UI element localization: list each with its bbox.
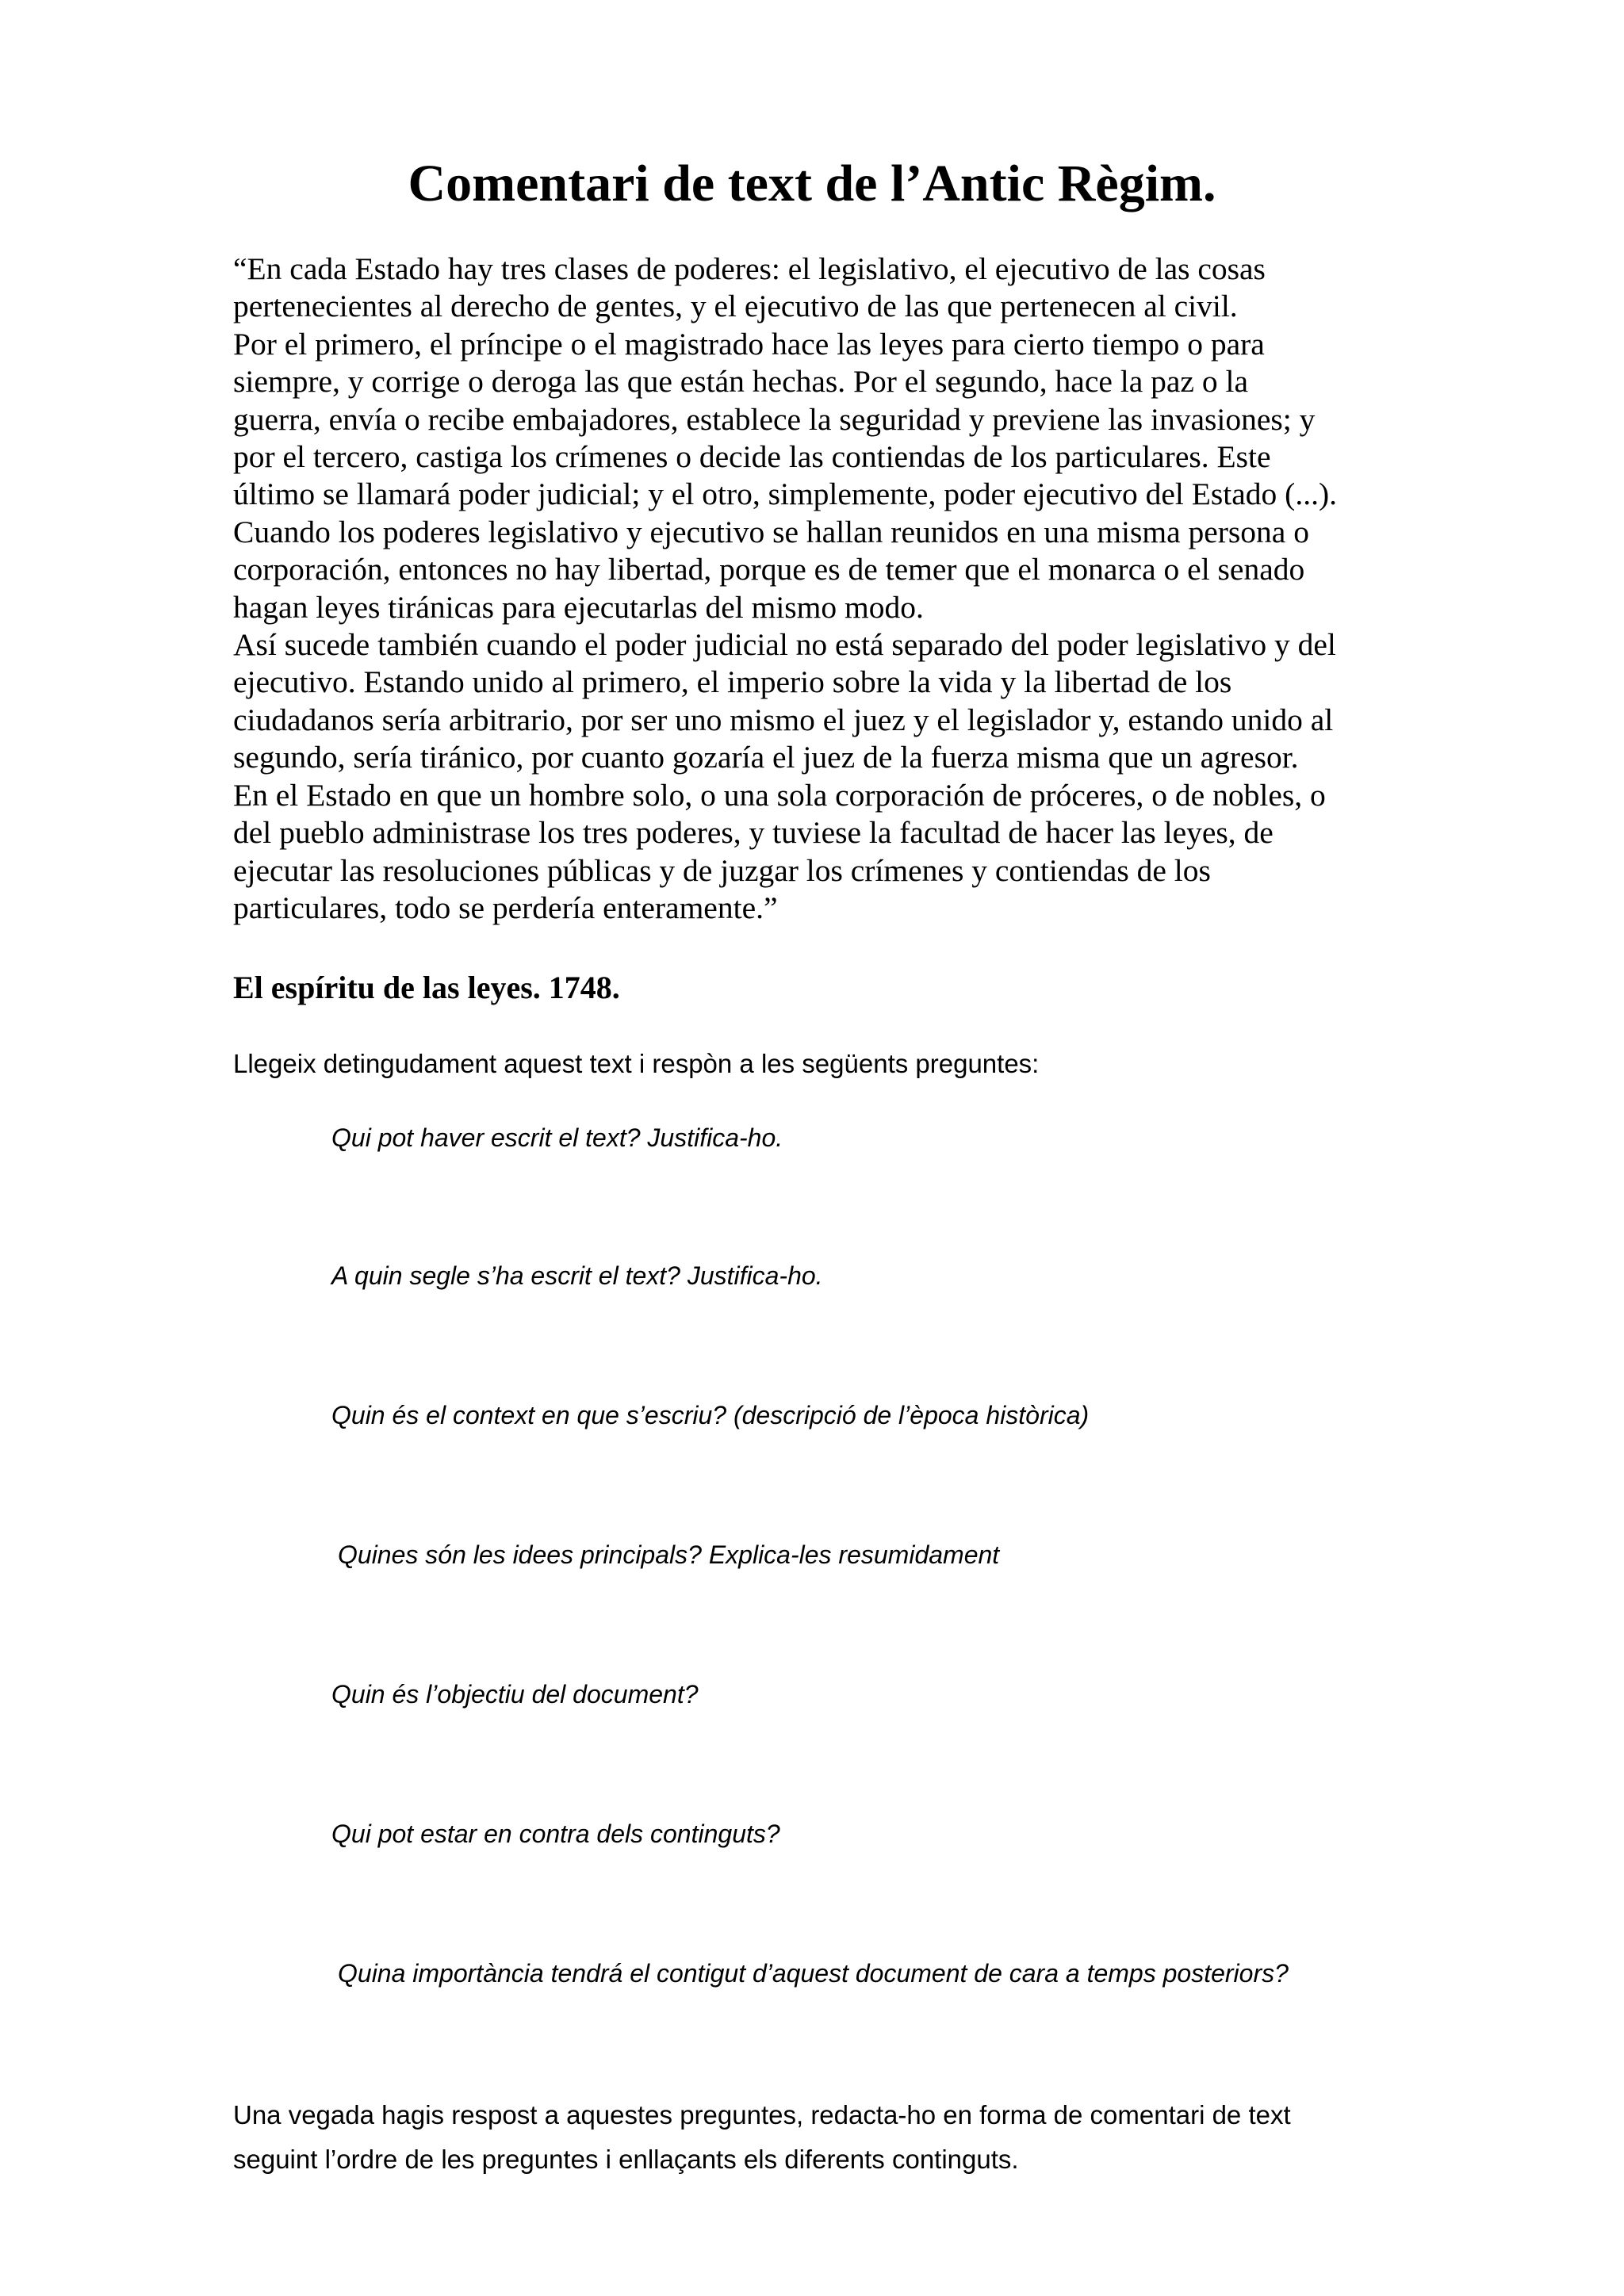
document-title: Comentari de text de l’Antic Règim. <box>408 155 1216 212</box>
quoted-text <box>233 251 1624 927</box>
quote-line: Así sucede también cuando el poder judicial no está separado del poder legislativo y del <box>233 627 1336 663</box>
quote-line: segundo, sería tiránico, por cuanto gozaría el juez de la fuerza misma que un agresor. <box>233 740 1299 775</box>
quote-line: pertenecientes al derecho de gentes, y el ejecutivo de las que pertenecen al civil. <box>233 289 1238 324</box>
question-item: Quin és el context en que s’escriu? (descripció de l’època històrica) <box>331 1401 1090 1429</box>
quote-line: corporación, entonces no hay libertad, porque es de temer que el monarca o el senado <box>233 552 1305 587</box>
quote-line: del pueblo administrase los tres poderes, y tuviese la facultad de hacer las leyes, de <box>233 815 1274 851</box>
closing-line: Una vegada hagis respost a aquestes preguntes, redacta-ho en forma de comentari de text <box>233 2100 1291 2130</box>
quote-line: “En cada Estado hay tres clases de poderes: el legislativo, el ejecutivo de las cosas <box>233 251 1266 286</box>
instructions-text: Llegeix detingudament aquest text i respòn a les següents preguntes: <box>233 1049 1040 1078</box>
quote-line: siempre, y corrige o deroga las que están hechas. Por el segundo, hace la paz o la <box>233 364 1248 400</box>
question-item: Qui pot estar en contra dels continguts? <box>331 1820 780 1848</box>
question-item: Quina importància tendrá el contigut d’aquest document de cara a temps posteriors? <box>338 1959 1289 1988</box>
quote-line: hagan leyes tiránicas para ejecutarlas del mismo modo. <box>233 589 924 625</box>
quote-line: por el tercero, castiga los crímenes o decide las contiendas de los particulares. Este <box>233 439 1271 475</box>
source-citation: El espíritu de las leyes. 1748. <box>233 970 620 1005</box>
quote-line: En el Estado en que un hombre solo, o una sola corporación de próceres, o de nobles, o <box>233 777 1326 813</box>
quote-line: guerra, envía o recibe embajadores, establece la seguridad y previene las invasiones; y <box>233 401 1316 437</box>
quote-line: particulares, todo se perdería enteramente.” <box>233 890 778 925</box>
quote-line: ejecutivo. Estando unido al primero, el imperio sobre la vida y la libertad de los <box>233 664 1232 700</box>
question-item: Quines són les idees principals? Explica-les resumidament <box>338 1540 1000 1569</box>
question-item: Quin és l’objectiu del document? <box>331 1680 699 1709</box>
quote-line: último se llamará poder judicial; y el otro, simplemente, poder ejecutivo del Estado (...). <box>233 476 1337 512</box>
question-item: Qui pot haver escrit el text? Justifica-ho. <box>331 1123 783 1152</box>
question-item: A quin segle s’ha escrit el text? Justifica-ho. <box>331 1261 823 1290</box>
quote-line: Por el primero, el príncipe o el magistrado hace las leyes para cierto tiempo o para <box>233 326 1265 362</box>
closing-line: seguint l’ordre de les preguntes i enllaçants els diferents continguts. <box>233 2145 1019 2174</box>
quote-line: ejecutar las resoluciones públicas y de juzgar los crímenes y contiendas de los <box>233 852 1211 888</box>
quote-line: Cuando los poderes legislativo y ejecutivo se hallan reunidos en una misma persona o <box>233 514 1309 549</box>
quote-line: ciudadanos sería arbitrario, por ser uno mismo el juez y el legislador y, estando unido al <box>233 702 1334 737</box>
closing-instructions <box>233 2093 1291 2182</box>
